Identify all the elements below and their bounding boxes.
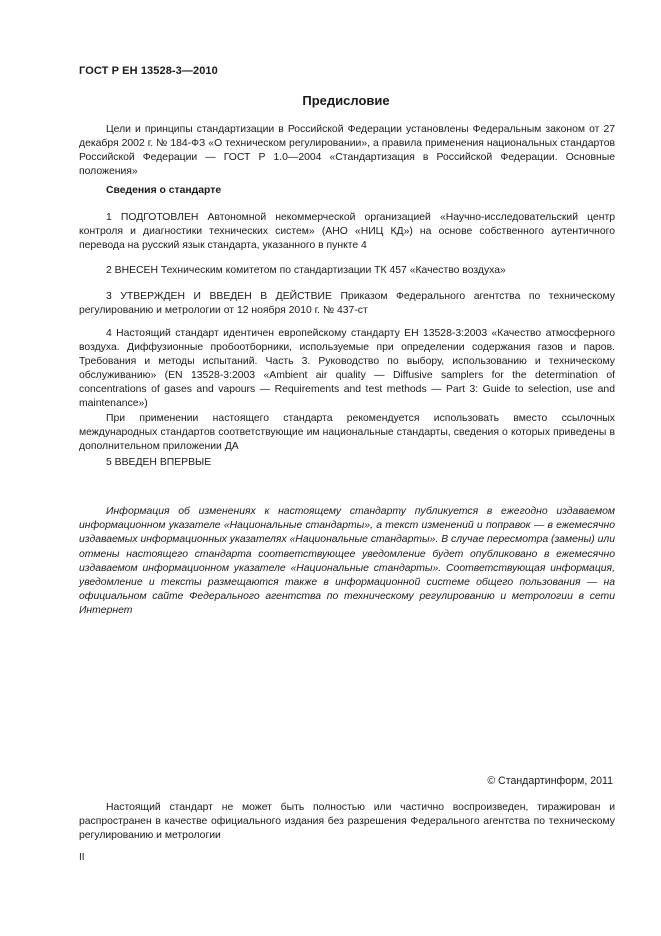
item-4-text: 4 Настоящий стандарт идентичен европейскому стандарту ЕН 13528-3:2003 «Качество атмосферного воздуха. Диффузионные пробоотборники, используемые при определении содержания газов и паров. Требования и методы испытаний. Часть 3. Руководство по выбору, использованию и техническому обслуживанию» (EN 13528-3:2003 «Ambient air quality — Diffusive samplers for the determination of concentrations of gases and vapours — Requirements and test methods — Part 3: Guide to selection, use and maintenance») bbox=[79, 328, 615, 410]
page-title: Предисловие bbox=[302, 93, 390, 108]
item-4-note-text: При применении настоящего стандарта рекомендуется использовать вместо ссылочных международных стандартов соответствующие им национальные стандарты, сведения о которых приведены в дополнительном приложении ДА bbox=[79, 412, 615, 452]
standard-code-header: ГОСТ Р ЕН 13528-3—2010 bbox=[79, 65, 218, 77]
copyright-notice: © Стандартинформ, 2011 bbox=[487, 775, 613, 787]
intro-text: Цели и принципы стандартизации в Российской Федерации установлены Федеральным законом от 27 декабря 2002 г. № 184-ФЗ «О техническом регулировании», а правила применения национальных стандартов Российской Федерации — ГОСТ Р 1.0—2004 «Стандартизация в Российской Федерации. Основные положения» bbox=[79, 124, 615, 178]
item-4 bbox=[79, 327, 615, 454]
page-number: II bbox=[79, 852, 85, 863]
item-3-text: 3 УТВЕРЖДЕН И ВВЕДЕН В ДЕЙСТВИЕ Приказом Федерального агентства по техническому регулированию и метрологии от 12 ноября 2010 г. № 437-ст bbox=[79, 291, 615, 317]
amendments-notice bbox=[79, 505, 615, 619]
item-1-text: 1 ПОДГОТОВЛЕН Автономной некоммерческой организацией «Научно-исследовательский центр контроля и диагностики технических систем» (АНО «НИЦ КД») на основе собственного аутентичного перевода на русский язык стандарта, указанного в пункте 4 bbox=[79, 212, 615, 252]
item-5 bbox=[79, 456, 615, 470]
reproduction-notice-text: Настоящий стандарт не может быть полностью или частично воспроизведен, тиражирован и распространен в качестве официального издания без разрешения Федерального агентства по техническому регулированию и метрологии bbox=[79, 802, 615, 842]
item-5-text: 5 ВВЕДЕН ВПЕРВЫЕ bbox=[106, 457, 212, 468]
amendments-notice-text: Информация об изменениях к настоящему стандарту публикуется в ежегодно издаваемом информационном указателе «Национальные стандарты», а текст изменений и поправок — в ежемесячно издаваемых информационных указателях «Национальные стандарты». В случае пересмотра (замены) или отмены настоящего стандарта соответствующее уведомление будет опубликовано в ежемесячно издаваемом информационном указателе «Национальные стандарты». Соответствующая информация, уведомление и тексты размещаются также в информационной системе общего пользования — на официальном сайте Федерального агентства по техническому регулированию и метрологии в сети Интернет bbox=[79, 506, 615, 617]
item-2 bbox=[79, 264, 615, 278]
item-1 bbox=[79, 211, 615, 253]
item-3 bbox=[79, 290, 615, 318]
intro-paragraph bbox=[79, 123, 615, 179]
item-2-text: 2 ВНЕСЕН Техническим комитетом по стандартизации ТК 457 «Качество воздуха» bbox=[106, 265, 506, 276]
reproduction-notice bbox=[79, 801, 615, 843]
standard-info-heading: Сведения о стандарте bbox=[106, 185, 222, 196]
